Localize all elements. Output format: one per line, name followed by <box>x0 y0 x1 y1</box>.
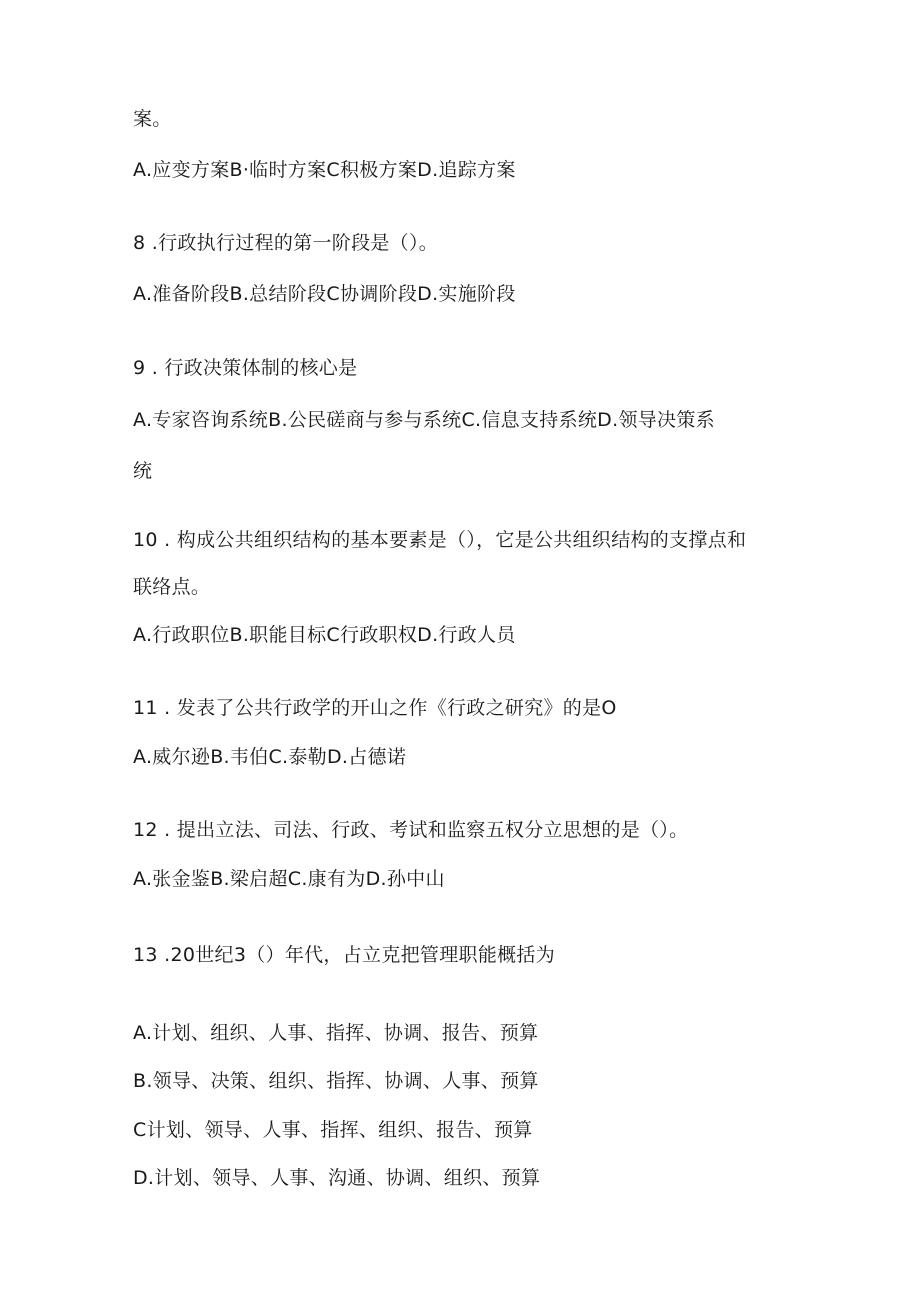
question-8-options: A.准备阶段B.总结阶段C协调阶段D.实施阶段 <box>133 283 516 305</box>
question-13-stem: 13 .20世纪3（）年代，占立克把管理职能概括为 <box>133 944 556 966</box>
question-7-stem-end: 案。 <box>133 108 172 130</box>
question-7-options: A.应变方案B·临时方案C积极方案D.追踪方案 <box>133 159 516 181</box>
question-9-options-wrap: 统 <box>133 460 153 482</box>
question-9-options: A.专家咨询系统B.公民磋商与参与系统C.信息支持系统D.领导决策系 <box>133 409 715 431</box>
question-12-options: A.张金鉴B.梁启超C.康有为D.孙中山 <box>133 868 445 890</box>
question-12-stem: 12 . 提出立法、司法、行政、考试和监察五权分立思想的是（）。 <box>133 819 689 841</box>
question-10-stem: 10 . 构成公共组织结构的基本要素是（），它是公共组织结构的支撑点和 <box>133 529 747 551</box>
question-11-options: A.威尔逊B.韦伯C.泰勒D.占德诺 <box>133 746 407 768</box>
question-11-stem: 11 . 发表了公共行政学的开山之作《行政之研究》的是O <box>133 697 617 719</box>
question-13-option-d: D.计划、领导、人事、沟通、协调、组织、预算 <box>133 1167 541 1189</box>
question-13-option-a: A.计划、组织、人事、指挥、协调、报告、预算 <box>133 1022 539 1044</box>
question-10-options: A.行政职位B.职能目标C行政职权D.行政人员 <box>133 624 516 646</box>
question-13-option-c: C计划、领导、人事、指挥、组织、报告、预算 <box>133 1119 533 1141</box>
question-10-stem-wrap: 联络点。 <box>133 576 211 598</box>
question-13-option-b: B.领导、决策、组织、指挥、协调、人事、预算 <box>133 1070 539 1092</box>
question-8-stem: 8 .行政执行过程的第一阶段是（）。 <box>133 232 439 254</box>
question-9-stem: 9 . 行政决策体制的核心是 <box>133 357 358 379</box>
